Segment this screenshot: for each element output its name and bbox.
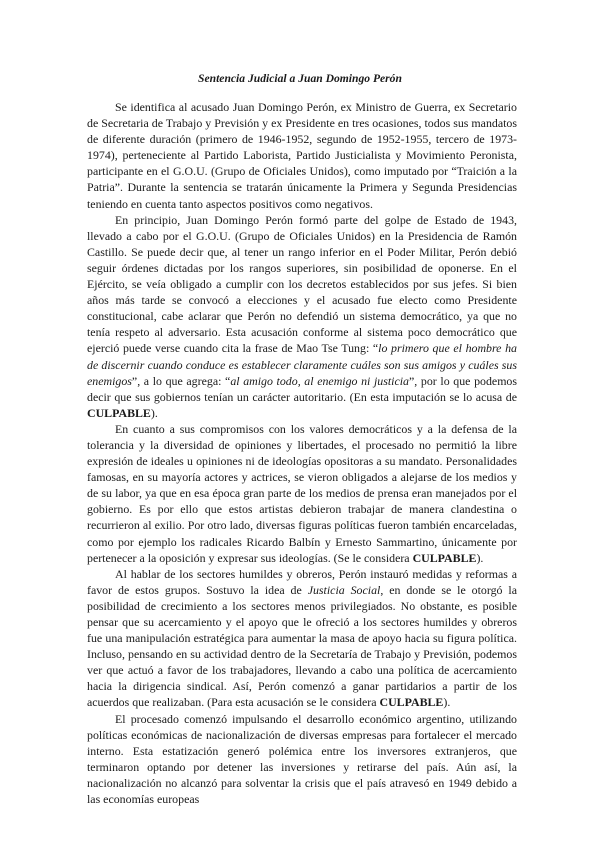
paragraph-text: ”, a lo que agrega: “ — [131, 373, 231, 388]
paragraph-text: El procesado comenzó impulsando el desarrollo económico argentino, utilizando políticas económicas de nacionalización de diversas empresas para fortalecer el mercado interno. Esta estatización generó polémica entre los inversores extranjeros, que terminaron optando por detener las inversiones y retirarse del país. Aún así, la nacionalización no alcanzó para solventar la crisis que el país atravesó en 1949 debido a las economías europeas — [87, 711, 517, 807]
paragraph-text: Se identifica al acusado Juan Domingo Perón, ex Ministro de Guerra, ex Secretario de Secretaria de Trabajo y Previsión y ex Presidente en tres ocasiones, todos sus mandatos de diferente duración (primero de 1946-1952, segundo de 1952-1955, tercero de 1973-1974), perteneciente al Partido Laborista, Partido Justicialista y Movimiento Peronista, participante en el G.O.U. (Grupo de Oficiales Unidos), como imputado por “Traición a la Patria”. Durante la sentencia se tratarán únicamente la Primera y Segunda Presidencias teniendo en cuenta tanto aspectos positivos como negativos. — [87, 100, 517, 211]
paragraph-text: , en donde se le otorgó la posibilidad de crecimiento a los sectores menos privilegiados. No obstante, es posible pensar que su acercamiento y el apoyo que le ofreció a los sectores humildes y obreros fue una manipulación estratégica para aumentar la masa de apoyo hacia su figura política. Incluso, pensando en su actividad dentro de la Secretaría de Trabajo y Previsión, podemos ver que actuó a favor de los trabajadores, llevando a cabo una política de acercamiento hacia la dirigencia sindical. Así, Perón comenzó a ganar partidarios a partir de los acuerdos que realizaban. (Para esta acusación se le considera — [87, 582, 517, 710]
paragraph — [87, 99, 517, 212]
paragraph-text: ). — [150, 405, 158, 420]
paragraph-text: ”, por lo que podemos decir que sus gobiernos tenían un carácter autoritario. (En esta imputación se lo acusa de — [87, 373, 518, 404]
paragraph — [87, 711, 517, 808]
paragraph — [87, 566, 517, 711]
paragraph-text: ). — [443, 695, 451, 710]
paragraph-text: En cuanto a sus compromisos con los valores democráticos y a la defensa de la tolerancia y la diversidad de opiniones y libertades, el procesado no permitió la libre expresión de ideales u opiniones ni de ideologías opositoras a su mandato. Personalidades famosas, en su mayoría actores y actrices, se vieron obligados a alejarse de los medios y de su labor, ya que en esa época gran parte de los medios de prensa eran manejados por el gobierno. Es por ello que estos artistas debieron trabajar de manera clandestina o recurrieron al exilio. Por otro lado, diversas figuras políticas fueron también encarceladas, como por ejemplo los radicales Ricardo Balbín y Ernesto Sammartino, únicamente por pertenecer a la oposición y expresar sus ideologías. (Se le considera — [87, 421, 517, 565]
verdict-label: CULPABLE — [87, 405, 151, 420]
quote-italic: al amigo todo, al enemigo ni justicia — [230, 373, 410, 388]
paragraph-text: En principio, Juan Domingo Perón formó parte del golpe de Estado de 1943, llevado a cabo por el G.O.U. (Grupo de Oficiales Unidos) en la Presidencia de Ramón Castillo. Se puede decir que, al tener un rango inferior en el Poder Militar, Perón debió seguir órdenes dictadas por los rangos superiores, sin posibilidad de oponerse. En el Ejército, se veía obligado a cumplir con los decretos establecidos por sus jefes. Si bien años más tarde se convocó a elecciones y el acusado fue electo como Presidente constitucional, cabe aclarar que Perón no defendió un sistema democrático, ya que no tenía respeto al adversario. Esta acusación conforme al sistema poco democrático que ejerció puede verse cuando cita la frase de Mao Tse Tung: “ — [87, 212, 517, 356]
verdict-label: CULPABLE — [412, 550, 477, 565]
paragraph-text: ). — [476, 550, 484, 565]
quote-italic: lo primero que el hombre ha de discernir cuando conduce es establecer claramente cuáles son sus amigos y cuáles sus enemigos — [87, 341, 517, 388]
paragraph-text: Al hablar de los sectores humildes y obreros, Perón instauró medidas y reformas a favor de estos grupos. Sostuvo la idea de — [87, 566, 517, 597]
term-italic: Justicia Social — [307, 582, 381, 597]
document-body — [87, 99, 517, 807]
document-title: Sentencia Judicial a Juan Domingo Perón — [198, 72, 402, 85]
paragraph — [87, 212, 517, 421]
verdict-label: CULPABLE — [379, 695, 444, 710]
paragraph — [87, 421, 517, 566]
